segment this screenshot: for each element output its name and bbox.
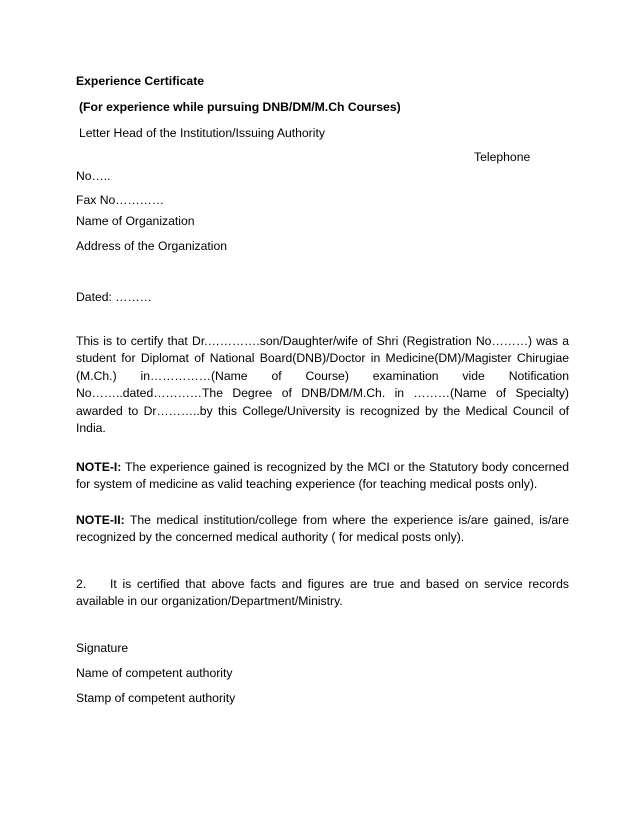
note-1-text: The experience gained is recognized by the MCI or the Statutory body concerned for system of medicine as valid teaching experience (for teaching medical posts only).	[76, 460, 569, 492]
point-2-number: 2.	[76, 577, 87, 591]
telephone-label: Telephone	[474, 150, 531, 164]
authority-stamp-line: Stamp of competent authority	[76, 691, 236, 705]
document-title: Experience Certificate	[76, 74, 205, 88]
certify-paragraph: This is to certify that Dr.………….son/Daughter/wife of Shri (Registration No………) was a student for Diplomat of National Board(DNB)/Doctor in Medicine(DM)/Magister Chirugiae (M.Ch.) in……………(Name of Course) examination vide Notification No……..dated…………The Degree of DNB/DM/M.Ch. in ………(Name of Specialty) awarded to Dr………..by this College/University is recognized by the Medical Council of India.	[76, 334, 569, 436]
organization-name: Name of Organization	[76, 214, 195, 228]
fax-number: Fax No…………	[76, 193, 165, 207]
note-2-text: The medical institution/college from where the experience is/are gained, is/are recognized by the concerned medical authority ( for medical posts only).	[76, 513, 569, 545]
telephone-number: No…..	[76, 169, 111, 183]
point-2-text: It is certified that above facts and figures are true and based on service records available in our organization/Department/Ministry.	[76, 577, 569, 609]
note-1-label: NOTE-I:	[76, 460, 122, 474]
note-2-label: NOTE-II:	[76, 513, 125, 527]
note-1	[76, 459, 569, 494]
point-2-paragraph	[76, 576, 569, 611]
authority-name-line: Name of competent authority	[76, 666, 233, 680]
signature-line: Signature	[76, 641, 129, 655]
organization-address: Address of the Organization	[76, 239, 228, 253]
note-2	[76, 512, 569, 547]
document-subtitle: (For experience while pursuing DNB/DM/M.Ch Courses)	[79, 100, 401, 114]
letterhead-line: Letter Head of the Institution/Issuing Authority	[79, 126, 325, 140]
dated-line: Dated: ………	[76, 290, 152, 304]
